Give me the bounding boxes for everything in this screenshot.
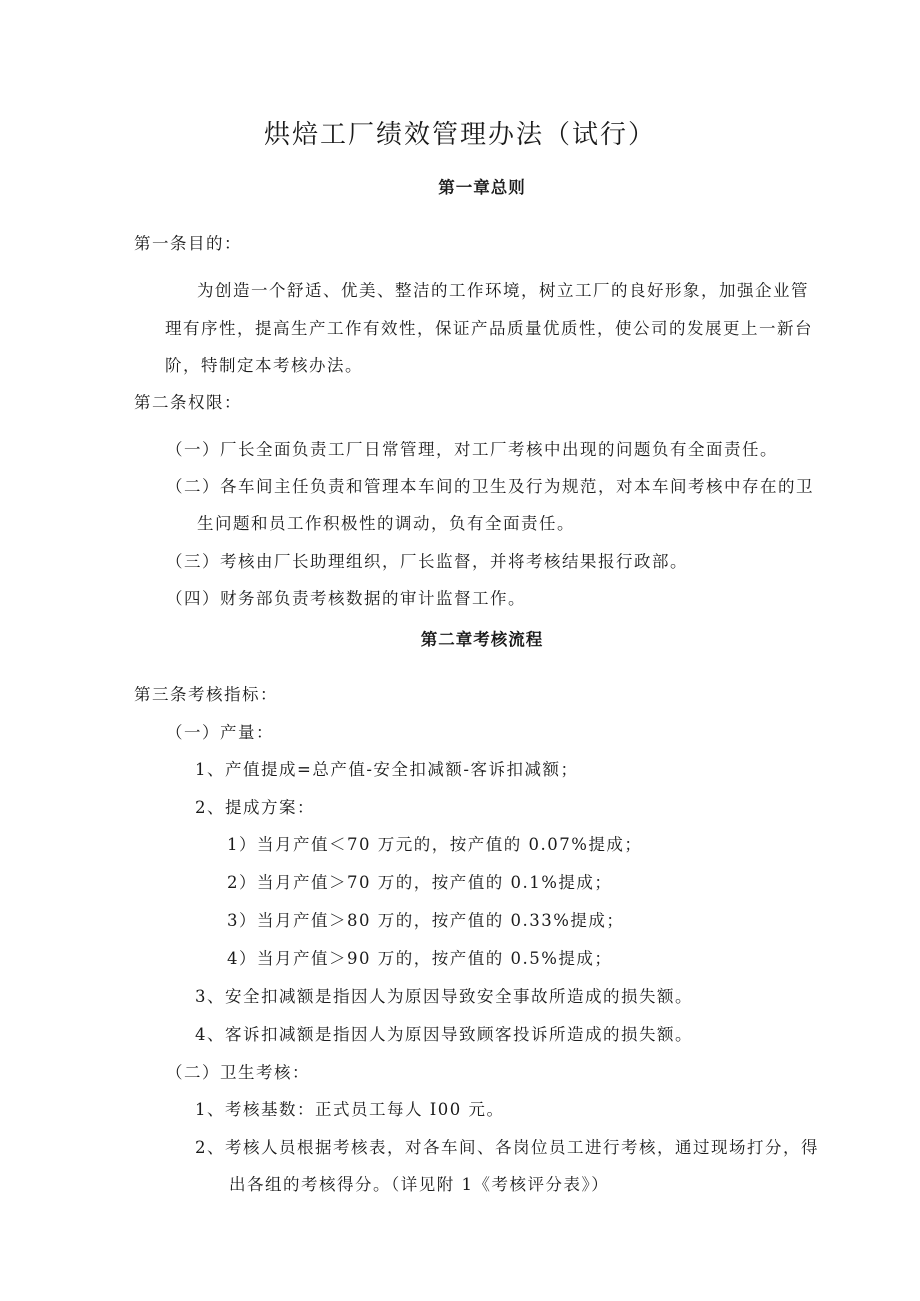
section-1-heading: （一）产量：	[166, 723, 274, 742]
article-2-item-2-line-2: 生问题和员工作积极性的调动，负有全面责任。	[197, 514, 575, 533]
section-2-point-1: 1、考核基数：正式员工每人 I00 元。	[195, 1100, 505, 1119]
section-2-heading: （二）卫生考核：	[166, 1063, 310, 1082]
document-title: 烘焙工厂绩效管理办法（试行）	[263, 120, 656, 150]
article-3-heading: 第三条考核指标：	[134, 685, 278, 704]
commission-tier-3: 3）当月产值＞80 万的，按产值的 0.33%提成；	[227, 911, 625, 930]
article-2-heading: 第二条权限：	[134, 393, 242, 412]
article-1-heading: 第一条目的：	[134, 234, 242, 253]
section-1-point-2: 2、提成方案：	[195, 798, 315, 817]
commission-tier-1: 1）当月产值＜70 万元的，按产值的 0.07%提成；	[227, 835, 643, 854]
article-1-body-line-2: 理有序性，提高生产工作有效性，保证产品质量优质性，使公司的发展更上一新台	[165, 319, 813, 338]
section-1-point-3: 3、安全扣减额是指因人为原因导致安全事故所造成的损失额。	[195, 987, 693, 1006]
article-2-item-3: （三）考核由厂长助理组织，厂长监督，并将考核结果报行政部。	[166, 552, 688, 571]
section-1-point-4: 4、客诉扣减额是指因人为原因导致顾客投诉所造成的损失额。	[195, 1025, 693, 1044]
commission-tier-2: 2）当月产值＞70 万的，按产值的 0.1%提成；	[227, 873, 613, 892]
article-2-item-1: （一）厂长全面负责工厂日常管理，对工厂考核中出现的问题负有全面责任。	[166, 440, 778, 459]
commission-tier-4: 4）当月产值＞90 万的，按产值的 0.5%提成；	[227, 949, 613, 968]
section-1-point-1: 1、产值提成=总产值-安全扣减额-客诉扣减额；	[195, 760, 579, 779]
section-2-point-2-line-2: 出各组的考核得分。（详见附 1《考核评分表》）	[229, 1175, 610, 1194]
chapter-2-heading: 第二章考核流程	[420, 630, 544, 649]
article-1-body-line-3: 阶，特制定本考核办法。	[165, 356, 363, 375]
chapter-1-heading: 第一章总则	[438, 178, 526, 197]
article-1-body-line-1: 为创造一个舒适、优美、整洁的工作环境，树立工厂的良好形象，加强企业管	[197, 281, 809, 300]
article-2-item-2-line-1: （二）各车间主任负责和管理本车间的卫生及行为规范，对本车间考核中存在的卫	[166, 477, 814, 496]
section-2-point-2-line-1: 2、考核人员根据考核表，对各车间、各岗位员工进行考核，通过现场打分，得	[195, 1138, 819, 1157]
article-2-item-4: （四）财务部负责考核数据的审计监督工作。	[166, 589, 526, 608]
